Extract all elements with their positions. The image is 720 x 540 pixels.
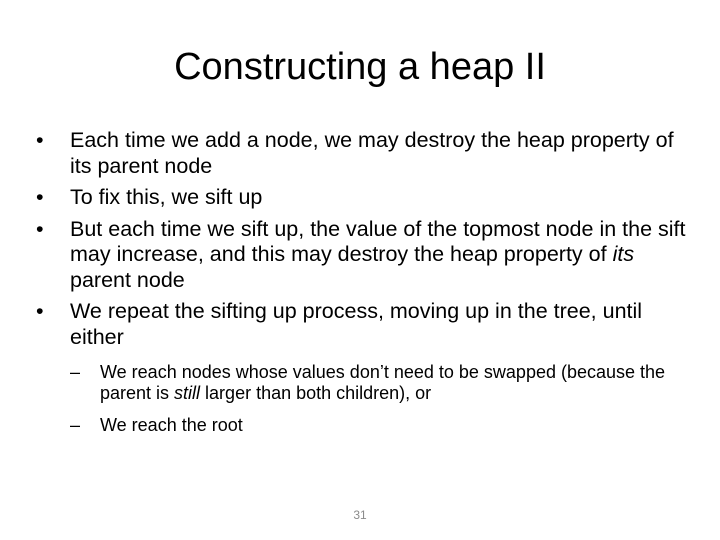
slide-title: Constructing a heap II [174, 46, 546, 88]
bullet-text [70, 217, 686, 292]
sub-bullet-text-part: larger than both children), or [200, 383, 432, 403]
bullet-list [36, 128, 696, 447]
sub-bullet-text-part: We reach nodes whose values don’t need to be swapped (because the parent is [100, 362, 666, 403]
sub-bullet-text: We reach the root [100, 415, 243, 435]
bullet-text: To fix this, we sift up [70, 185, 263, 209]
bullet-text: We repeat the sifting up process, moving up in the tree, until either [70, 299, 643, 349]
bullet-text-part: parent node [70, 267, 185, 292]
bullet-marker: • [36, 128, 44, 152]
sub-bullet-marker: – [70, 415, 81, 435]
bullet-item [36, 217, 696, 294]
sub-bullet-marker: – [70, 362, 81, 382]
emphasized-text: its [612, 242, 635, 266]
bullet-item [36, 299, 696, 436]
bullet-item [36, 185, 696, 211]
bullet-item [36, 128, 696, 179]
sub-bullet-text [100, 362, 665, 403]
sub-bullet-item [70, 362, 696, 404]
sub-bullet-item [70, 415, 696, 436]
bullet-text-part: But each time we sift up, the value of the topmost node in the sift may increase, and this may destroy the heap property of [70, 216, 686, 266]
page-number: 31 [353, 508, 367, 522]
emphasized-text: still [174, 383, 201, 403]
bullet-marker: • [36, 216, 44, 241]
bullet-marker: • [36, 185, 44, 209]
sub-bullet-list [70, 362, 696, 436]
bullet-text: Each time we add a node, we may destroy the heap property of its parent node [70, 128, 674, 178]
bullet-marker: • [36, 299, 44, 323]
